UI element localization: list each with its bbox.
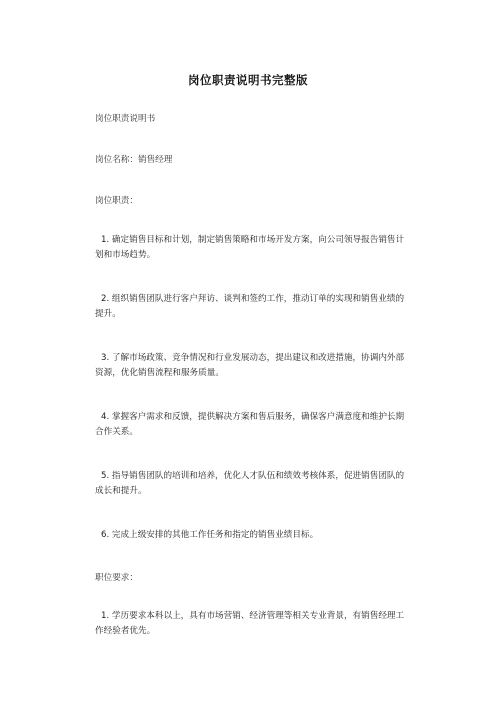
duty-item-1-line2: 划和市场趋势。 bbox=[95, 250, 156, 260]
duty-item-5 bbox=[95, 469, 425, 499]
document-heading: 岗位职责说明书 bbox=[95, 114, 156, 124]
duty-item-6-line1: 6. 完成上级安排的其他工作任务和指定的销售业绩目标。 bbox=[101, 530, 319, 540]
duty-item-2-line2: 提升。 bbox=[95, 309, 121, 319]
requirement-item-1 bbox=[95, 609, 425, 639]
requirements-label: 职位要求： bbox=[95, 573, 138, 583]
requirement-item-1-line2: 作经验者优先。 bbox=[95, 626, 156, 636]
requirement-item-1-line1: 1. 学历要求本科以上，具有市场营销、经济管理等相关专业背景，有销售经理工 bbox=[101, 611, 405, 621]
duty-item-5-line2: 成长和提升。 bbox=[95, 486, 147, 496]
duties-label: 岗位职责： bbox=[95, 196, 138, 206]
duty-item-1-line1: 1. 确定销售目标和计划，制定销售策略和市场开发方案，向公司领导报告销售计 bbox=[101, 235, 405, 245]
duty-item-3-line1: 3. 了解市场政策、竞争情况和行业发展动态，提出建议和改进措施，协调内外部 bbox=[101, 353, 405, 363]
duty-item-3 bbox=[95, 351, 425, 381]
duty-item-6 bbox=[95, 528, 425, 543]
duty-item-4-line2: 合作关系。 bbox=[95, 427, 138, 437]
duty-item-1 bbox=[95, 233, 425, 263]
document-title: 岗位职责说明书完整版 bbox=[188, 73, 308, 87]
duty-item-4-line1: 4. 掌握客户需求和反馈，提供解决方案和售后服务，确保客户满意度和维护长期 bbox=[101, 412, 405, 422]
position-name: 岗位名称：销售经理 bbox=[95, 155, 173, 165]
duty-item-2 bbox=[95, 292, 425, 322]
duty-item-2-line1: 2. 组织销售团队进行客户拜访、谈判和签约工作，推动订单的实现和销售业绩的 bbox=[101, 294, 405, 304]
duty-item-5-line1: 5. 指导销售团队的培训和培养，优化人才队伍和绩效考核体系，促进销售团队的 bbox=[101, 471, 405, 481]
duty-item-4 bbox=[95, 410, 425, 440]
duty-item-3-line2: 资源，优化销售流程和服务质量。 bbox=[95, 368, 224, 378]
